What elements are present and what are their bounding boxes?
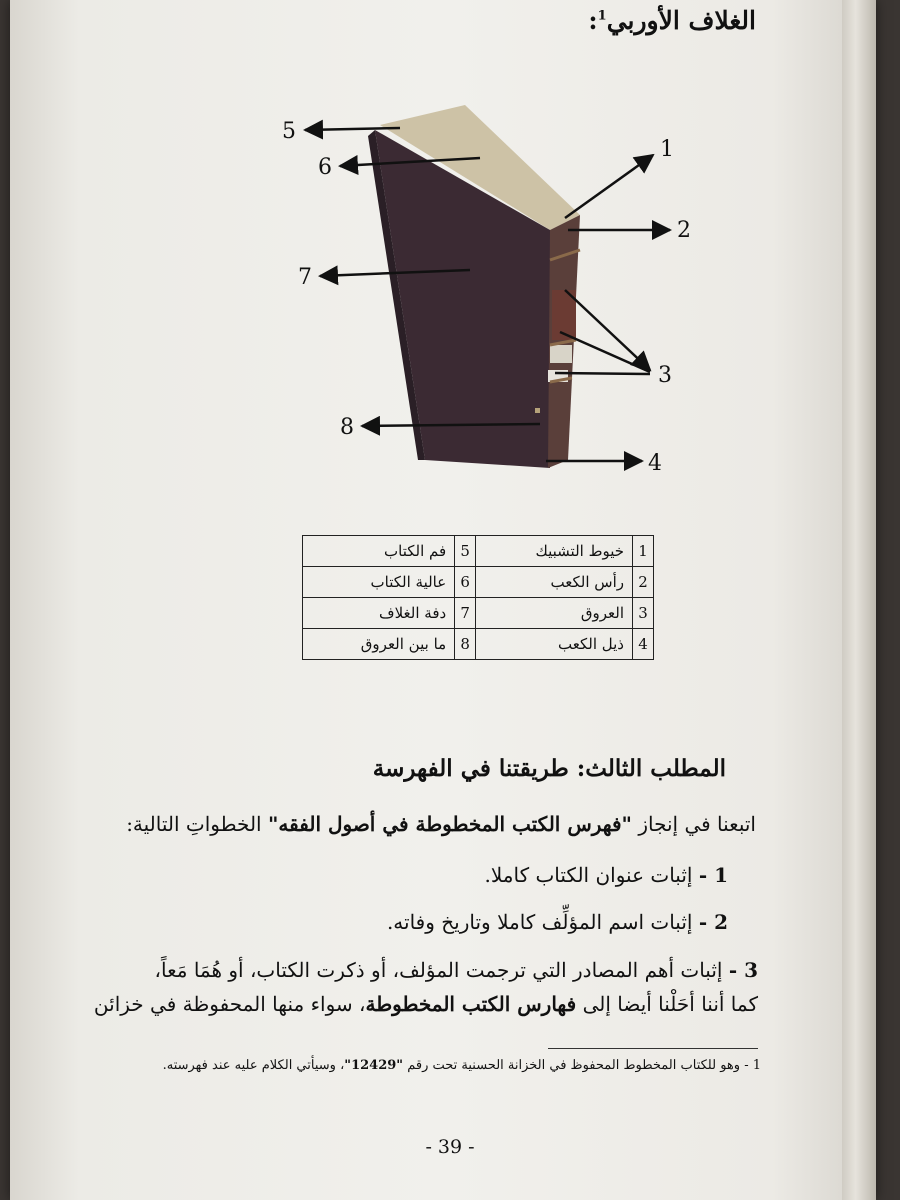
callout-arrow-3a <box>565 290 650 370</box>
intro-title: "فهرس الكتب المخطوطة في أصول الفقه" <box>267 812 632 836</box>
list-item-number: 3 - <box>728 958 758 982</box>
page-edge <box>842 0 876 1200</box>
footnote-number: 1 - <box>744 1058 761 1073</box>
figure-heading-text: الغلاف الأوربي <box>606 6 756 35</box>
legend-number: 1 <box>633 536 654 567</box>
list-item-text: إثبات أهم المصادر التي ترجمت المؤلف، أو ذكرت الكتاب، أو هُمَا مَعاً، <box>154 958 723 982</box>
footnote-text-end: ، وسيأتي الكلام عليه عند فهرسته. <box>162 1058 345 1073</box>
callout-arrow-5 <box>305 128 400 130</box>
legend-number: 8 <box>455 629 476 660</box>
legend-label: عالية الكتاب <box>303 567 455 598</box>
callout-number-8: 8 <box>340 415 354 440</box>
legend-number: 7 <box>455 598 476 629</box>
callout-number-4: 4 <box>648 451 662 476</box>
footnote-text: وهو للكتاب المخطوط المحفوظ في الخزانة الحسنية تحت رقم <box>403 1058 741 1073</box>
list-item-2 <box>387 910 728 934</box>
book-page <box>10 0 876 1200</box>
legend-table <box>302 535 654 660</box>
legend-label: فم الكتاب <box>303 536 455 567</box>
callout-number-6: 6 <box>318 155 332 180</box>
legend-label: ذيل الكعب <box>476 629 633 660</box>
continued-bold: فهارس الكتب المخطوطة <box>365 992 577 1016</box>
legend-number: 5 <box>455 536 476 567</box>
page-number: - 39 - <box>425 1136 475 1158</box>
intro-text: اتبعنا في إنجاز <box>631 812 756 836</box>
footnote-divider <box>548 1048 758 1049</box>
legend-row <box>303 536 654 567</box>
footnote-reference: 1 <box>597 8 607 24</box>
intro-paragraph <box>126 812 756 836</box>
list-item-3 <box>155 958 758 982</box>
callout-arrow-1 <box>565 155 653 218</box>
section-title: المطلب الثالث: طريقتنا في الفهرسة <box>372 755 726 782</box>
callout-number-7: 7 <box>298 265 312 290</box>
legend-row <box>303 567 654 598</box>
callout-number-3: 3 <box>658 363 672 388</box>
list-item-3-continued <box>94 992 758 1016</box>
legend-number: 4 <box>633 629 654 660</box>
legend-label: دفة الغلاف <box>303 598 455 629</box>
book-figure <box>250 90 710 490</box>
footnote-manuscript-number: "12429" <box>344 1058 404 1073</box>
callout-number-2: 2 <box>677 218 691 243</box>
legend-label: خيوط التشبيك <box>476 536 633 567</box>
callout-arrow-3c <box>555 373 650 374</box>
legend-label: ما بين العروق <box>303 629 455 660</box>
callout-arrow-3b <box>560 332 650 372</box>
legend-row <box>303 629 654 660</box>
legend-row <box>303 598 654 629</box>
intro-text-end: الخطواتِ التالية: <box>126 812 268 836</box>
legend-number: 6 <box>455 567 476 598</box>
legend-number: 2 <box>633 567 654 598</box>
list-item-text: إثبات عنوان الكتاب كاملا. <box>484 863 693 887</box>
continued-text: كما أننا أحَلْنا أيضا إلى <box>576 992 758 1016</box>
list-item-1 <box>484 863 728 887</box>
legend-number: 3 <box>633 598 654 629</box>
list-item-number: 1 - <box>698 863 728 887</box>
continued-text-end: ، سواء منها المحفوظة في خزائن <box>93 992 366 1016</box>
legend-label: رأس الكعب <box>476 567 633 598</box>
callout-number-5: 5 <box>282 119 296 144</box>
footnote <box>163 1058 761 1073</box>
list-item-text: إثبات اسم المؤلِّف كاملا وتاريخ وفاته. <box>386 910 693 934</box>
legend-label: العروق <box>476 598 633 629</box>
list-item-number: 2 - <box>698 910 728 934</box>
figure-heading: الغلاف الأوربي$^1$: <box>588 6 756 35</box>
callout-number-1: 1 <box>660 137 674 162</box>
